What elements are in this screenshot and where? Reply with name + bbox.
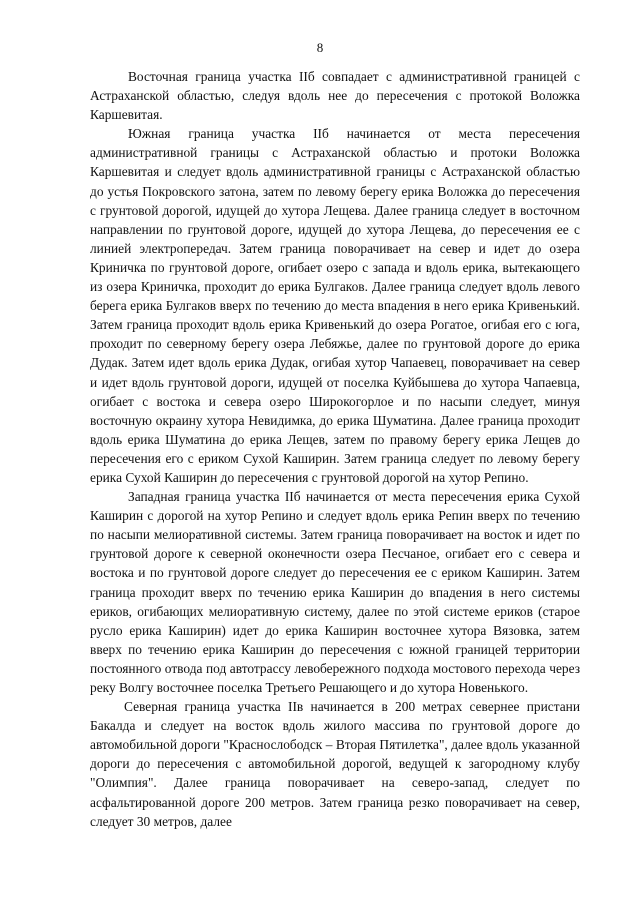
paragraph-southern-boundary: Южная граница участка IIб начинается от места пересечения административной границы с Астраханской областью и протоки Воложка Каршевитая и следует вдоль административной границы с Астраханской областью до устья Покровского затона, затем по левому берегу ерика Воложка до пересечения с грунтовой дорогой, идущей до хутора Лещева. Далее граница следует в восточном направлении по грунтовой дороге, идущей до хутора Лещева, до пересечения ее с линией электропередач. Затем граница поворачивает на север и идет до озера Криничка по грунтовой дороге, огибает озеро с запада и вдоль ерика, вытекающего из озера Криничка, проходит до ерика Булгаков. Далее граница следует вдоль левого берега ерика Булгаков вверх по течению до места впадения в него ерика Кривенький. Затем граница проходит вдоль ерика Кривенький до озера Рогатое, огибая его с юга, проходит по северному берегу озера Лебяжье, далее по грунтовой дороге до ерика Дудак. Затем идет вдоль ерика Дудак, огибая хутор Чапаевец, поворачивает на север и идет вдоль грунтовой дороги, идущей от поселка Куйбышева до хутора Чапаевца, огибает с востока и севера озеро Широкогорлое и по насыпи следует, минуя восточную окраину хутора Невидимка, до ерика Шуматина. Далее граница проходит вдоль ерика Шуматина до ерика Лещев, затем по правому берегу ерика Лещев до пересечения его с ериком Сухой Каширин. Затем граница следует по левому берегу ерика Сухой Каширин до пересечения с грунтовой дорогой на хутор Репино. — [90, 126, 580, 485]
document-body — [90, 67, 580, 831]
paragraph-western-boundary: Западная граница участка IIб начинается от места пересечения ерика Сухой Каширин с дорогой на хутор Репино и следует вдоль ерика Репин вверх по течению по насыпи мелиоративной системы. Затем граница поворачивает на восток и идет по грунтовой дороге к северной оконечности озера Песчаное, огибает его с севера и востока и по грунтовой дороге следует до пересечения ее с ериком Каширин. Затем граница проходит вверх по течению ерика Каширин до впадения в него системы ериков, огибающих мелиоративную систему, далее по этой системе ериков (старое русло ерика Каширин) идет до ерика Каширин восточнее хутора Вязовка, затем вверх по течению ерика Каширин до пересечения с южной границей территории постоянного отвода под автотрассу левобережного подхода мостового перехода через реку Волгу восточнее поселка Третьего Решающего и до хутора Новенького. — [90, 489, 580, 695]
paragraph-northern-boundary: Северная граница участка IIв начинается в 200 метрах севернее пристани Бакалда и следует на восток вдоль жилого массива по грунтовой дороге до автомобильной дороги "Краснослободск – Вторая Пятилетка", далее вдоль указанной дороги до пересечения с автомобильной дорогой, ведущей к загородному клубу "Олимпия". Далее граница поворачивает на северо-запад, следует по асфальтированной дороге 200 метров. Затем граница резко поворачивает на север, следует 30 метров, далее — [90, 699, 580, 829]
page-number: 8 — [316, 40, 324, 55]
paragraph-eastern-boundary: Восточная граница участка IIб совпадает с административной границей с Астраханской областью, следуя вдоль нее до пересечения с протокой Воложка Каршевитая. — [90, 69, 580, 123]
